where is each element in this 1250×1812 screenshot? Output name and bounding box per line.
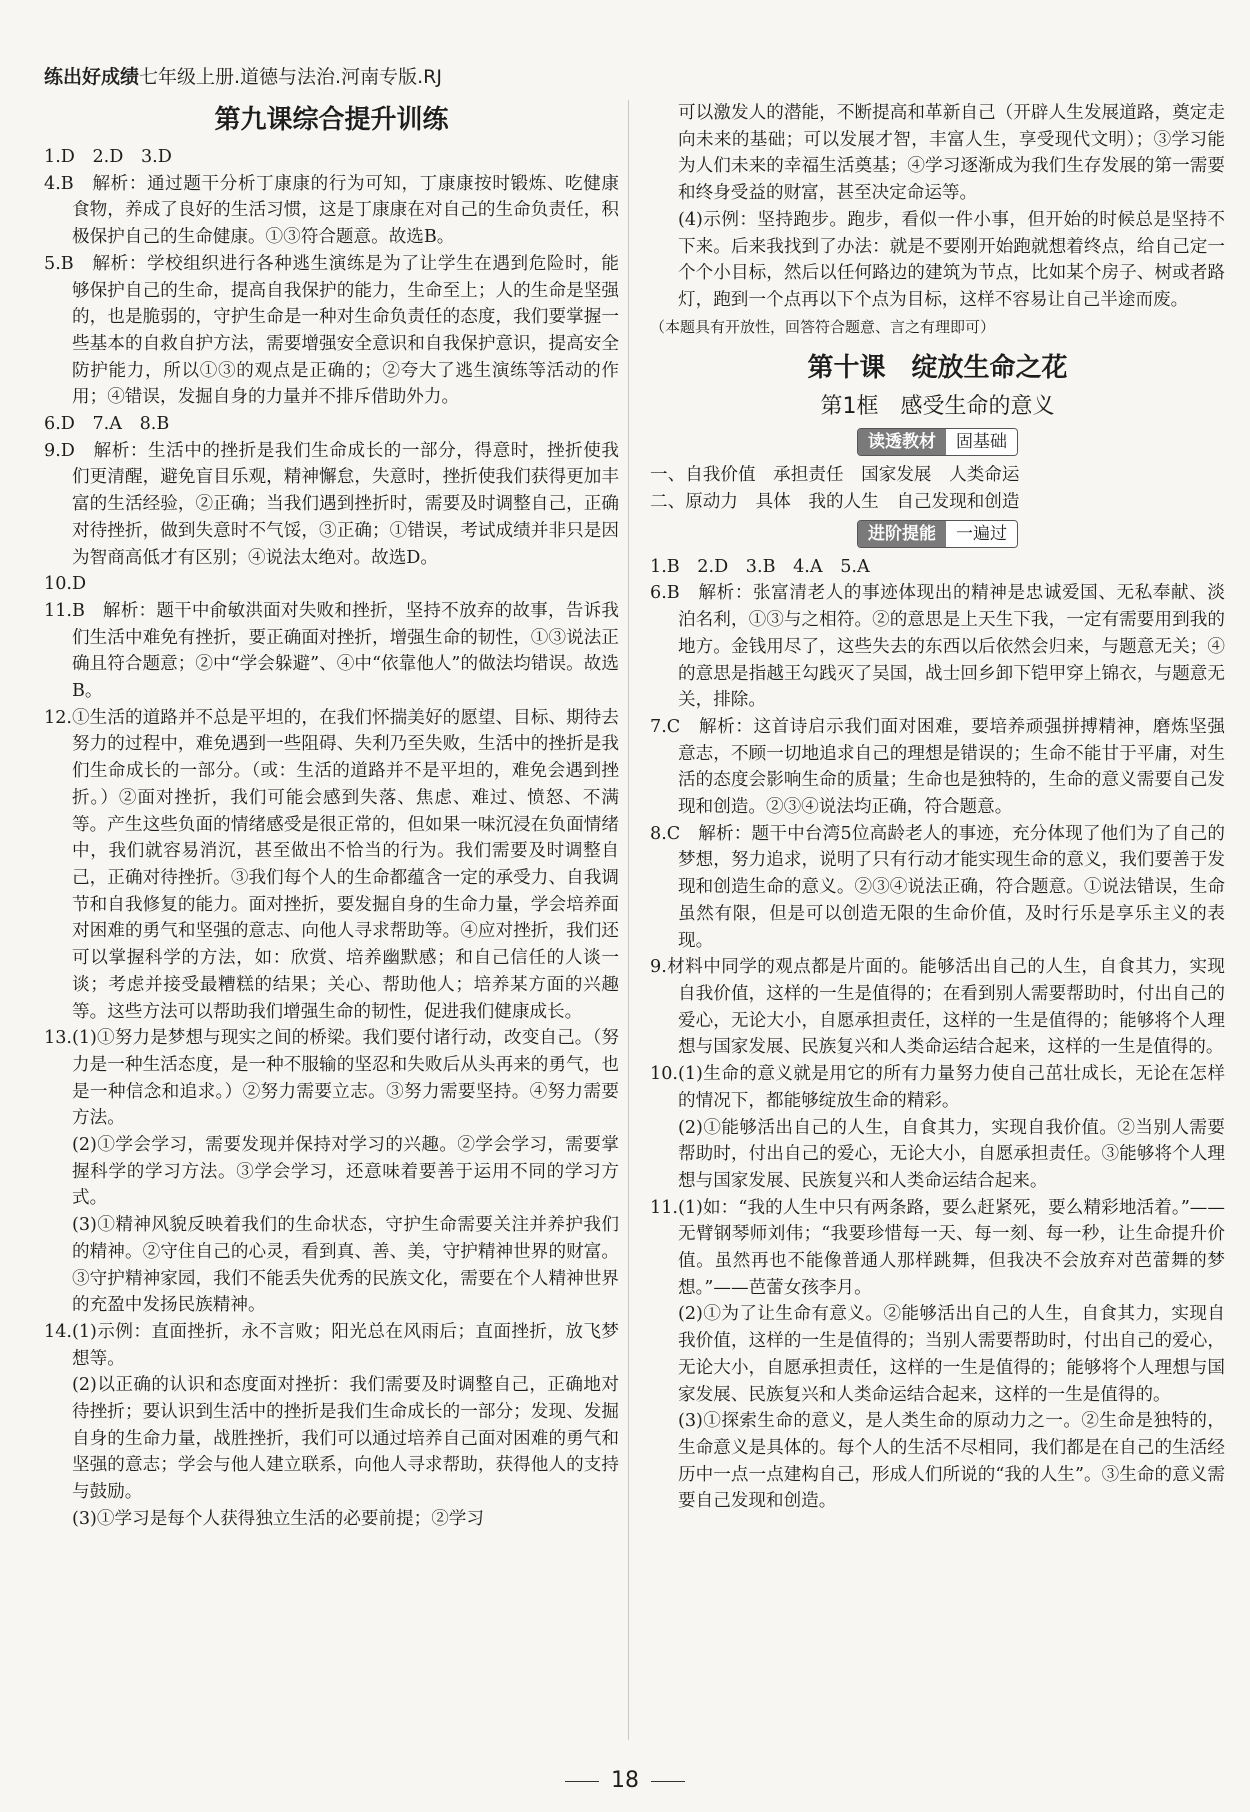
answer-line: 14.(1)示例：直面挫折，永不言败；阳光总在风雨后；直面挫折，放飞梦想等。	[44, 1321, 619, 1369]
answer-line: 6.B 解析：张富清老人的事迹体现出的精神是忠诚爱国、无私奉献、淡泊名利，①③与之相符。②的意思是上天生下我，一定有需要用到我的地方。金钱用尽了，这些失去的东西以后依然会归来，与题意无关；④的意思是指越王勾践灭了吴国，战士回乡卸下铠甲穿上锦衣，与题意无关，排除。	[650, 583, 1225, 711]
badge-2-tag: 一遍过	[946, 521, 1017, 547]
answer-line: 1.D 2.D 3.D	[44, 147, 172, 167]
section-title-lesson9: 第九课综合提升训练	[214, 105, 449, 135]
badge-1-label: 读透教材	[858, 429, 946, 455]
column-divider	[628, 100, 629, 1740]
badge-2-label: 进阶提能	[858, 521, 946, 547]
answer-line: (2)①能够活出自己的人生，自食其力，实现自我价值。②当别人需要帮助时，付出自己的爱心，无论大小，自愿承担责任。③能够将个人理想与国家发展、民族复兴和人类命运结合起来。	[678, 1117, 1225, 1191]
answer-line: 12.①生活的道路并不总是平坦的，在我们怀揣美好的愿望、目标、期待去努力的过程中，难免遇到一些阻碍、失利乃至失败，生活中的挫折是我们生命成长的一部分。（或：生活的道路并不是平坦的，难免会遇到挫折。）②面对挫折，我们可能会感到失落、焦虑、难过、愤怒、不满等。产生这些负面的情绪感受是很正常的，但如果一味沉浸在负面情绪中，我们就容易消沉，甚至做出不恰当的行为。我们需要及时调整自己，正确对待挫折。③我们每个人的生命都蕴含一定的承受力、自我调节和自我修复的能力。面对挫折，要发掘自身的生命力量，学会培养面对困难的勇气和坚强的意志、向他人寻求帮助等。④应对挫折，我们还可以掌握科学的方法，如：欣赏、培养幽默感；和自己信任的人谈一谈；考虑并接受最糟糕的结果；关心、帮助他人；培养某方面的兴趣等。这些方法可以帮助我们增强生命的韧性，促进我们健康成长。	[44, 707, 619, 1022]
answer-line: 9.D 解析：生活中的挫折是我们生命成长的一部分，得意时，挫折使我们更清醒，避免盲目乐观，精神懈怠，失意时，挫折使我们获得更加丰富的生活经验，②正确；当我们遇到挫折时，需要及时调整自己，正确对待挫折，做到失意时不气馁，③正确；①错误，考试成绩并非只是因为智商高低才有区别；④说法太绝对。故选D。	[44, 440, 619, 568]
answer-line: 4.B 解析：通过题干分析丁康康的行为可知，丁康康按时锻炼、吃健康食物，养成了良好的生活习惯，这是丁康康在对自己的生命负责任，积极保护自己的生命健康。①③符合题意。故选B。	[44, 173, 619, 248]
answer-line: 10.D	[44, 574, 87, 595]
answer-line: (2)①学会学习，需要发现并保持对学习的兴趣。②学会学习，需要掌握科学的学习方法。③学会学习，还意味着要善于运用不同的学习方式。	[72, 1135, 619, 1209]
frame-1-title: 第1框 感受生命的意义	[820, 394, 1055, 420]
answer-line: 11.B 解析：题干中俞敏洪面对失败和挫折，坚持不放弃的故事，告诉我们生活中难免有挫折，要正确面对挫折，增强生命的韧性，①③说法正确且符合题意；②中“学会躲避”、④中“依靠他人”的做法均错误。故选B。	[44, 600, 619, 702]
header-brand: 练出好成绩	[44, 66, 140, 88]
badge-advanced	[650, 520, 1225, 550]
answer-line: 13.(1)①努力是梦想与现实之间的桥梁。我们要付诸行动，改变自己。（努力是一种生活态度，是一种不服输的坚忍和失败后从头再来的勇气，也是一种信念和追求。）②努力需要立志。③努力需要坚持。④努力需要方法。	[44, 1028, 619, 1129]
right-answer-list-bottom	[650, 554, 1225, 1515]
answer-line: 11.(1)如：“我的人生中只有两条路，要么赶紧死，要么精彩地活着。”——无臂钢琴师刘伟；“我要珍惜每一天、每一刻、每一秒，让生命提升价值。虽然再也不能像普通人那样跳舞，但我决不会放弃对芭蕾舞的梦想。”——芭蕾女孩李月。	[650, 1197, 1225, 1298]
lesson-10-title: 第十课 绽放生命之花	[807, 353, 1068, 384]
answer-line: (3)①探索生命的意义，是人类生命的原动力之一。②生命是独特的，生命意义是具体的。每个人的生活不尽相同，我们都是在自己的生活经历中一点一点建构自己，形成人们所说的“我的人生”。③生命的意义需要自己发现和创造。	[678, 1411, 1225, 1512]
answer-line: (3)①精神风貌反映着我们的生命状态，守护生命需要关注并养护我们的精神。②守住自己的心灵，看到真、善、美，守护精神世界的财富。③守护精神家园，我们不能丢失优秀的民族文化，需要在个人精神世界的充盈中发扬民族精神。	[72, 1215, 619, 1316]
answer-line: (2)以正确的认识和态度面对挫折：我们需要及时调整自己，正确地对待挫折；要认识到生活中的挫折是我们生命成长的一部分；发现、发掘自身的生命力量，战胜挫折，我们可以通过培养自己面对困难的勇气和坚强的意志；学会与他人建立联系，向他人寻求帮助，获得他人的支持与鼓励。	[72, 1375, 619, 1503]
badge-read-textbook	[650, 428, 1225, 458]
running-header	[44, 62, 442, 89]
answer-line: 二、原动力 具体 我的人生 自己发现和创造	[650, 492, 1020, 513]
header-subtitle: 七年级上册.道德与法治.河南专版.RJ	[139, 66, 442, 88]
fill-in-answers	[650, 462, 1225, 515]
left-answer-list	[44, 144, 619, 1533]
answer-line: (3)①学习是每个人获得独立生活的必要前提；②学习	[72, 1508, 484, 1529]
answer-line: 8.C 解析：题干中台湾5位高龄老人的事迹，充分体现了他们为了自己的梦想，努力追求，说明了只有行动才能实现生命的意义，我们要善于发现和创造生命的意义。②③④说法正确，符合题意。①说法错误，生命虽然有限，但是可以创造无限的生命价值，及时行乐是享乐主义的表现。	[650, 823, 1225, 951]
right-answer-list-top	[650, 100, 1225, 340]
right-column	[650, 100, 1225, 1515]
answer-line: (4)示例：坚持跑步。跑步，看似一件小事，但开始的时候总是坚持不下来。后来我找到了办法：就是不要刚开始跑就想着终点，给自己定一个个小目标，然后以任何路边的建筑为节点，比如某个房子、树或者路灯，跑到一个点再以下个点为目标，这样不容易让自己半途而废。	[678, 209, 1225, 310]
badge-1-tag: 固基础	[946, 429, 1017, 455]
answer-line: 5.B 解析：学校组织进行各种逃生演练是为了让学生在遇到危险时，能够保护自己的生命，提高自我保护的能力，生命至上；人的生命是坚强的，也是脆弱的，守护生命是一种对生命负责任的态度，我们要掌握一些基本的自救自护方法，需要增强安全意识和自我保护意识，提高安全防护能力，所以①③的观点是正确的；②夸大了逃生演练等活动的作用；④错误，发掘自身的力量并不排斥借助外力。	[44, 253, 619, 408]
answer-line: 6.D 7.A 8.B	[44, 414, 170, 435]
answer-line: 可以激发人的潜能，不断提高和革新自己（开辟人生发展道路，奠定走向未来的基础；可以发展才智，丰富人生，享受现代文明）；③学习能为人们未来的幸福生活奠基；④学习逐渐成为我们生存发展的第一需要和终身受益的财富，甚至决定命运等。	[678, 103, 1225, 204]
answer-line: 10.(1)生命的意义就是用它的所有力量努力使自己茁壮成长，无论在怎样的情况下，都能够绽放生命的精彩。	[650, 1064, 1225, 1111]
answer-line: 1.B 2.D 3.B 4.A 5.A	[650, 556, 870, 577]
answer-line: 7.C 解析：这首诗启示我们面对困难，要培养顽强拼搏精神，磨炼坚强意志，不顾一切地追求自己的理想是错误的；生命不能甘于平庸，对生活的态度会影响生命的质量；生命也是独特的，生命的意义需要自己发现和创造。②③④说法均正确，符合题意。	[650, 716, 1225, 818]
answer-line: (2)①为了让生命有意义。②能够活出自己的人生，自食其力，实现自我价值，这样的一生是值得的；当别人需要帮助时，付出自己的爱心，无论大小，自愿承担责任，这样的一生是值得的；能够将个人理想与国家发展、民族复兴和人类命运结合起来，这样的一生是值得的。	[678, 1304, 1225, 1405]
answer-line: （本题具有开放性，回答符合题意、言之有理即可）	[650, 317, 996, 336]
answer-line: 一、自我价值 承担责任 国家发展 人类命运	[650, 465, 1020, 486]
answer-line: 9.材料中同学的观点都是片面的。能够活出自己的人生，自食其力，实现自我价值，这样的一生是值得的；在看到别人需要帮助时，付出自己的爱心，无论大小，自愿承担责任，这样的一生是值得的；能够将个人理想与国家发展、民族复兴和人类命运结合起来，这样的一生是值得的。	[650, 957, 1225, 1058]
page-number: 18	[0, 1768, 1250, 1793]
left-column	[44, 100, 619, 1533]
